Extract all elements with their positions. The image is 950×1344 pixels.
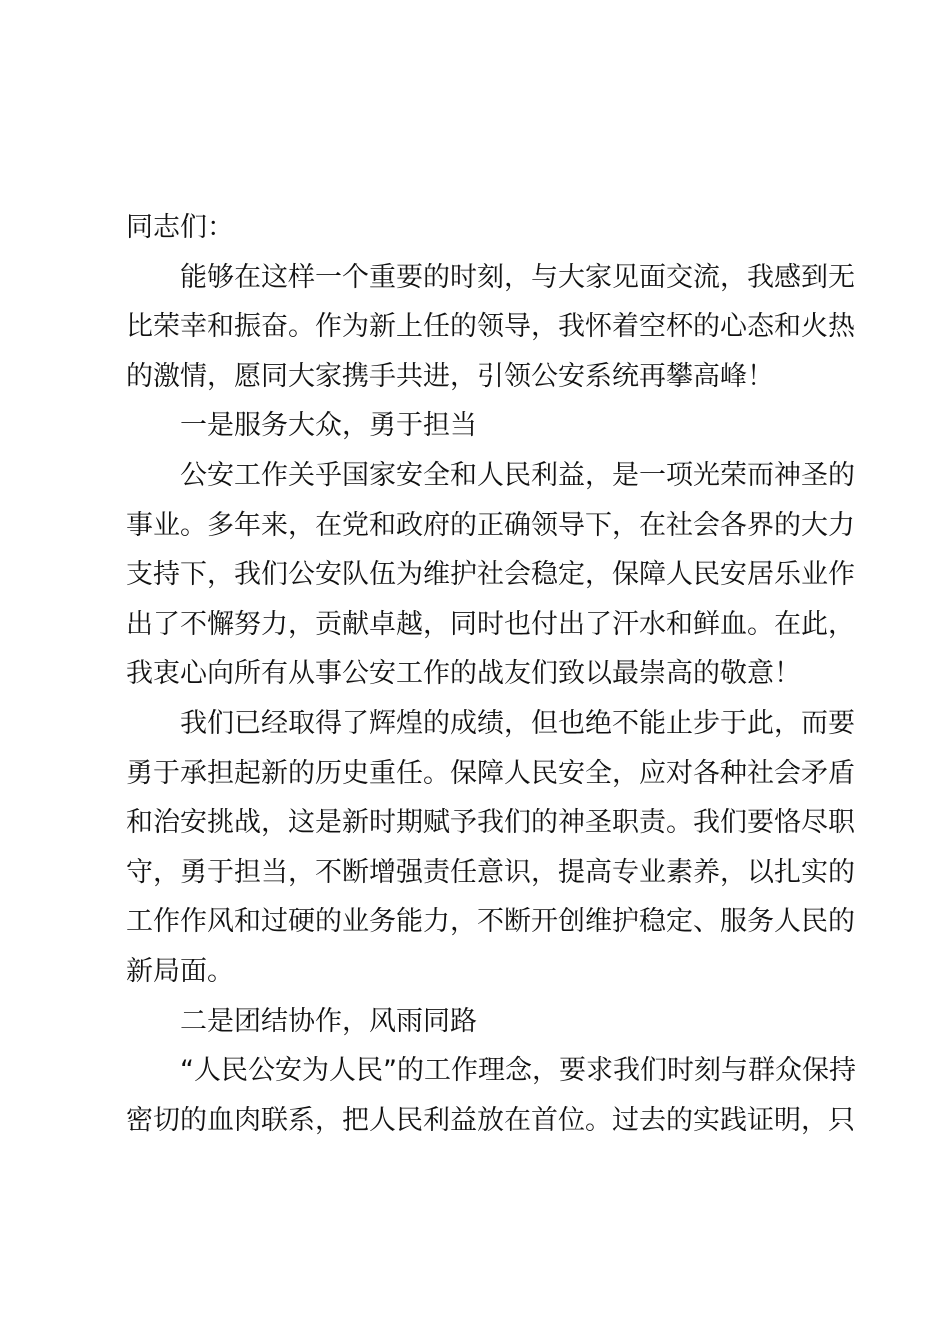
paragraph-line: 支持下，我们公安队伍为维护社会稳定，保障人民安居乐业作 [126,559,855,591]
paragraph-line: 守，勇于担当，不断增强责任意识，提高专业素养，以扎实的 [126,856,855,888]
salutation: 同志们： [126,212,234,243]
paragraph-line: 我们已经取得了辉煌的成绩，但也绝不能止步于此，而要 [180,707,855,739]
section-heading-2: 二是团结协作，风雨同路 [180,1005,477,1037]
paragraph-line: 比荣幸和振奋。作为新上任的领导，我怀着空杯的心态和火热 [126,311,855,343]
paragraph-line: 新局面。 [126,955,234,987]
paragraph-line: 我衷心向所有从事公安工作的战友们致以最崇高的敬意！ [126,658,801,690]
paragraph-line: 公安工作关乎国家安全和人民利益，是一项光荣而神圣的 [180,459,855,491]
paragraph-line: 和治安挑战，这是新时期赋予我们的神圣职责。我们要恪尽职 [126,807,855,839]
paragraph-line: 事业。多年来，在党和政府的正确领导下，在社会各界的大力 [126,509,855,541]
paragraph-line: “人民公安为人民”的工作理念，要求我们时刻与群众保持 [180,1055,856,1087]
paragraph-line: 勇于承担起新的历史重任。保障人民安全，应对各种社会矛盾 [126,757,855,789]
document-body [126,203,856,1145]
paragraph-line: 工作作风和过硬的业务能力，不断开创维护稳定、服务人民的 [126,906,855,938]
paragraph-line: 能够在这样一个重要的时刻，与大家见面交流，我感到无 [180,261,855,293]
paragraph-line: 的激情，愿同大家携手共进，引领公安系统再攀高峰！ [126,360,774,392]
paragraph-line: 密切的血肉联系，把人民利益放在首位。过去的实践证明，只 [126,1104,855,1136]
section-heading-1: 一是服务大众，勇于担当 [180,410,477,442]
paragraph-line: 出了不懈努力，贡献卓越，同时也付出了汗水和鲜血。在此， [126,608,855,640]
